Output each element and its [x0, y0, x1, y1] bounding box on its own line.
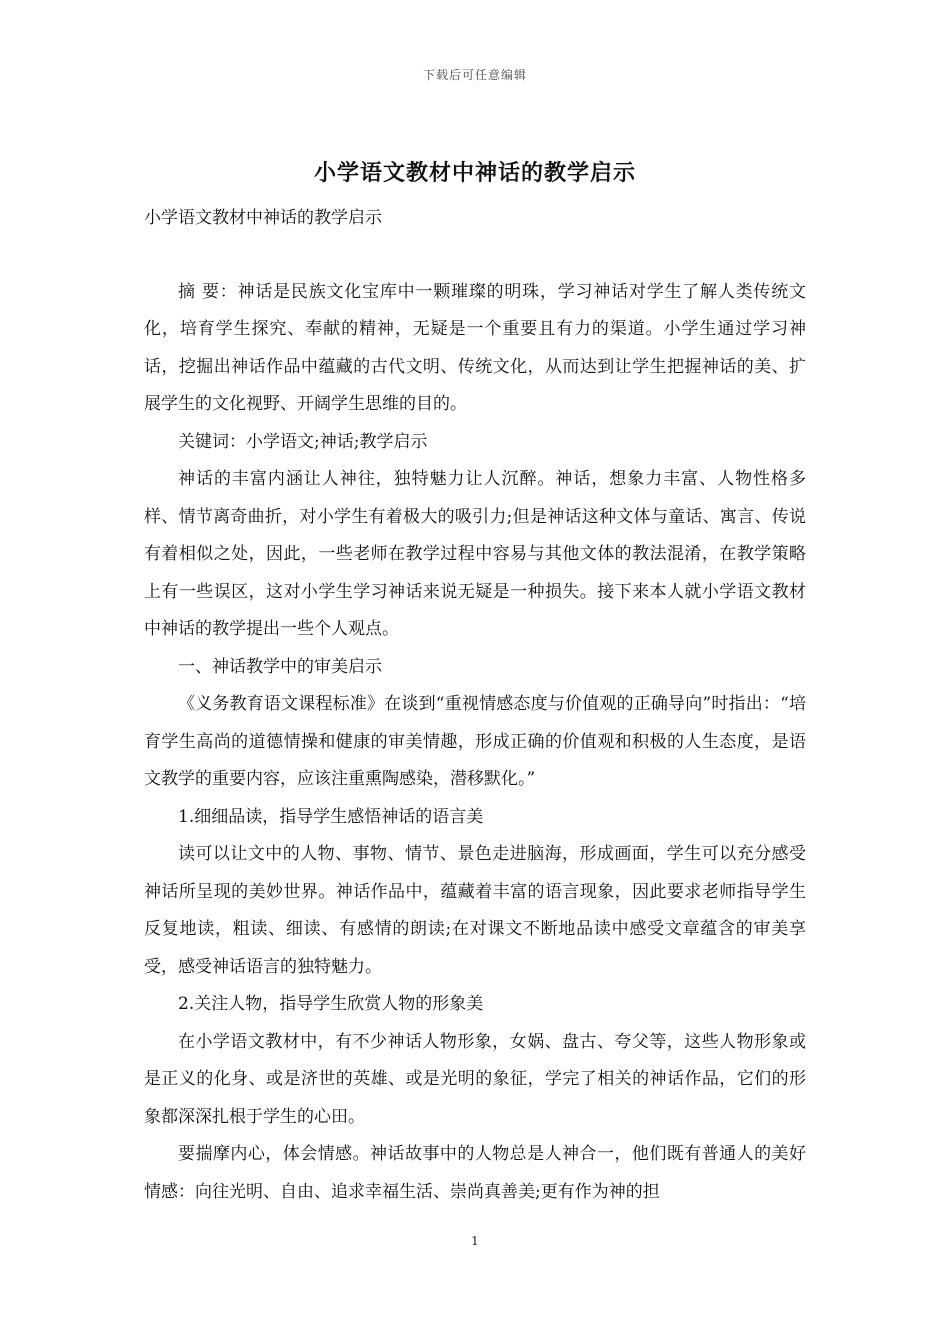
page-number: 1 [471, 1234, 479, 1248]
subsection-2-paragraph-1: 在小学语文教材中，有不少神话人物形象，女娲、盘古、夸父等，这些人物形象或是正义的化身、或是济世的英雄、或是光明的象征，学完了相关的神话作品，它们的形象都深深扎根于学生的心田。 [144, 1031, 806, 1127]
document-body [144, 200, 806, 1211]
subsection-2-paragraph-2: 要揣摩内心，体会情感。神话故事中的人物总是人神合一，他们既有普通人的美好情感：向往光明、自由、追求幸福生活、崇尚真善美;更有作为神的担 [144, 1144, 806, 1202]
subsection-2-heading: 2.关注人物，指导学生欣赏人物的形象美 [178, 994, 484, 1014]
document-subtitle: 小学语文教材中神话的教学启示 [144, 208, 382, 228]
intro-paragraph: 神话的丰富内涵让人神往，独特魅力让人沉醉。神话，想象力丰富、人物性格多样、情节离奇曲折，对小学生有着极大的吸引力;但是神话这种文体与童话、寓言、传说有着相似之处，因此，一些老师在教学过程中容易与其他文体的教法混淆，在教学策略上有一些误区，这对小学生学习神话来说无疑是一种损失。接下来本人就小学语文教材中神话的教学提出一些个人观点。 [144, 469, 806, 639]
subsection-1-paragraph: 读可以让文中的人物、事物、情节、景色走进脑海，形成画面，学生可以充分感受神话所呈现的美妙世界。神话作品中，蕴藏着丰富的语言现象，因此要求老师指导学生反复地读，粗读、细读、有感情的朗读;在对课文不断地品读中感受文章蕴含的审美享受，感受神话语言的独特魅力。 [144, 844, 806, 977]
keywords-line: 关键词：小学语文;神话;教学启示 [178, 431, 428, 452]
subsection-1-heading: 1.细细品读，指导学生感悟神话的语言美 [178, 806, 484, 827]
paragraph-spacer [144, 238, 806, 274]
section-1-quote-paragraph: 《义务教育语文课程标准》在谈到“重视情感态度与价值观的正确导向”时指出：“培育学生高尚的道德情操和健康的审美情趣，形成正确的价值观和积极的人生态度，是语文教学的重要内容，应该注重熏陶感染，潜移默化。” [144, 694, 806, 789]
abstract-paragraph: 摘 要：神话是民族文化宝库中一颗璀璨的明珠，学习神话对学生了解人类传统文化，培育学生探究、奉献的精神，无疑是一个重要且有力的渠道。小学生通过学习神话，挖掘出神话作品中蕴藏的古代文明、传统文化，从而达到让学生把握神话的美、扩展学生的文化视野、开阔学生思维的目的。 [144, 281, 806, 414]
document-title: 小学语文教材中神话的教学启示 [313, 160, 636, 186]
page-header-note: 下载后可任意编辑 [422, 68, 527, 82]
section-1-heading: 一、神话教学中的审美启示 [178, 656, 382, 677]
